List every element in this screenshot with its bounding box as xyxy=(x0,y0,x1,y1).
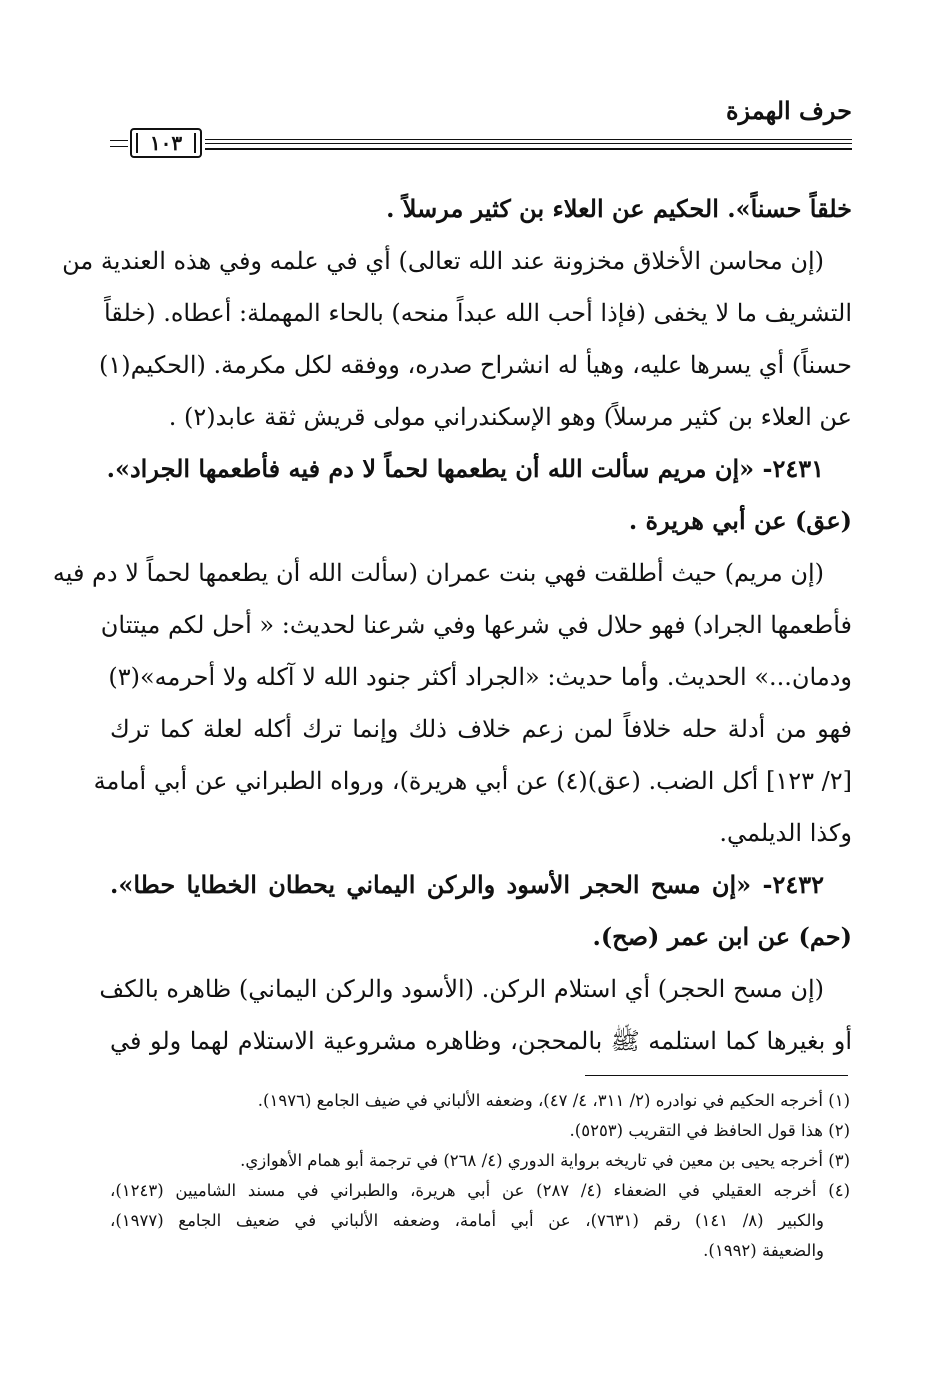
header-rule xyxy=(110,131,852,155)
text-line: (إن مريم) حيث أطلقت فهي بنت عمران (سألت الله أن يطعمها لحماً لا دم فيه xyxy=(52,559,824,587)
footnote: (١) أخرجه الحكيم في نوادره (٢/ ٣١١، ٤/ ٤٧)، وضعفه الألباني في ضيف الجامع (١٩٧٦). xyxy=(257,1091,850,1110)
text-line: حسناً) أي يسرها عليه، وهيأ له انشراح صدره، ووفقه لكل مكرمة. (الحكيم(١) xyxy=(98,351,852,379)
text-line: فأطعمها الجراد) فهو حلال في شرعها وفي شرعنا لحديث: « أحل لكم ميتتان xyxy=(100,611,852,639)
footnote: (٣) أخرجه يحيى بن معين في تاريخه برواية الدوري (٤/ ٢٦٨) في ترجمة أبو همام الأهوازي. xyxy=(240,1151,850,1170)
text-line: ودمان...» الحديث. وأما حديث: «الجراد أكثر جنود الله لا آكله ولا أحرمه»(٣) xyxy=(108,663,852,691)
footnote: (٢) هذا قول الحافظ في التقريب (٥٢٥٣). xyxy=(569,1121,850,1140)
footnote-continuation: والكبير (٨/ ١٤١) رقم (٧٦٣١)، عن أبي أمامة، وضعفه الألباني في ضعيف الجامع (١٩٧٧)، xyxy=(110,1211,825,1230)
hadith-source: (عق) عن أبي هريرة . xyxy=(628,506,852,535)
running-title: حرف الهمزة xyxy=(725,96,852,125)
text-line: خلقاً حسناً». الحكيم عن العلاء بن كثير مرسلاً . xyxy=(386,194,852,223)
footnote-continuation: والضعيفة (١٩٩٢). xyxy=(703,1241,824,1260)
text-line: عن العلاء بن كثير مرسلاً) وهو الإسكندراني مولى قريش ثقة عابد(٢) . xyxy=(168,403,852,431)
page-number: ١٠٣ xyxy=(149,131,183,155)
text-line: التشريف ما لا يخفى (فإذا أحب الله عبداً منحه) بالحاء المهملة: أعطاه. (خلقاً xyxy=(103,299,852,327)
page-number-frame xyxy=(130,128,202,158)
text-line: أو بغيرها كما استلمه ﷺ بالمحجن، وظاهره مشروعية الاستلام لهما ولو في xyxy=(110,1027,853,1055)
main-text xyxy=(52,183,853,1067)
hadith-line: ٢٤٣١- «إن مريم سألت الله أن يطعمها لحماً لا دم فيه فأطعمها الجراد». xyxy=(106,454,824,483)
text-line: (إن محاسن الأخلاق مخزونة عند الله تعالى) أي في علمه وفي هذه العندية من xyxy=(62,247,824,275)
footnote-separator xyxy=(585,1075,848,1076)
footnotes xyxy=(110,1086,850,1266)
text-line: وكذا الديلمي. xyxy=(719,819,852,847)
page-header xyxy=(110,96,852,156)
footnote: (٤) أخرجه العقيلي في الضعفاء (٤/ ٢٨٧) عن أبي هريرة، والطبراني في مسند الشاميين (١٢٤٣)، xyxy=(110,1181,850,1200)
text-line: [٢/ ١٢٣] أكل الضب. (عق)(٤) عن أبي هريرة)، ورواه الطبراني عن أبي أمامة xyxy=(93,767,852,795)
hadith-source: (حم) عن ابن عمر (صح). xyxy=(592,922,852,951)
text-line: فهو من أدلة حله خلافاً لمن زعم خلاف ذلك وإنما ترك أكله لعلة كما ترك xyxy=(110,715,852,743)
text-line: (إن مسح الحجر) أي استلام الركن. (الأسود والركن اليماني) ظاهره بالكف xyxy=(99,975,824,1003)
hadith-line: ٢٤٣٢- «إن مسح الحجر الأسود والركن اليماني يحطان الخطايا حطا». xyxy=(110,870,824,899)
